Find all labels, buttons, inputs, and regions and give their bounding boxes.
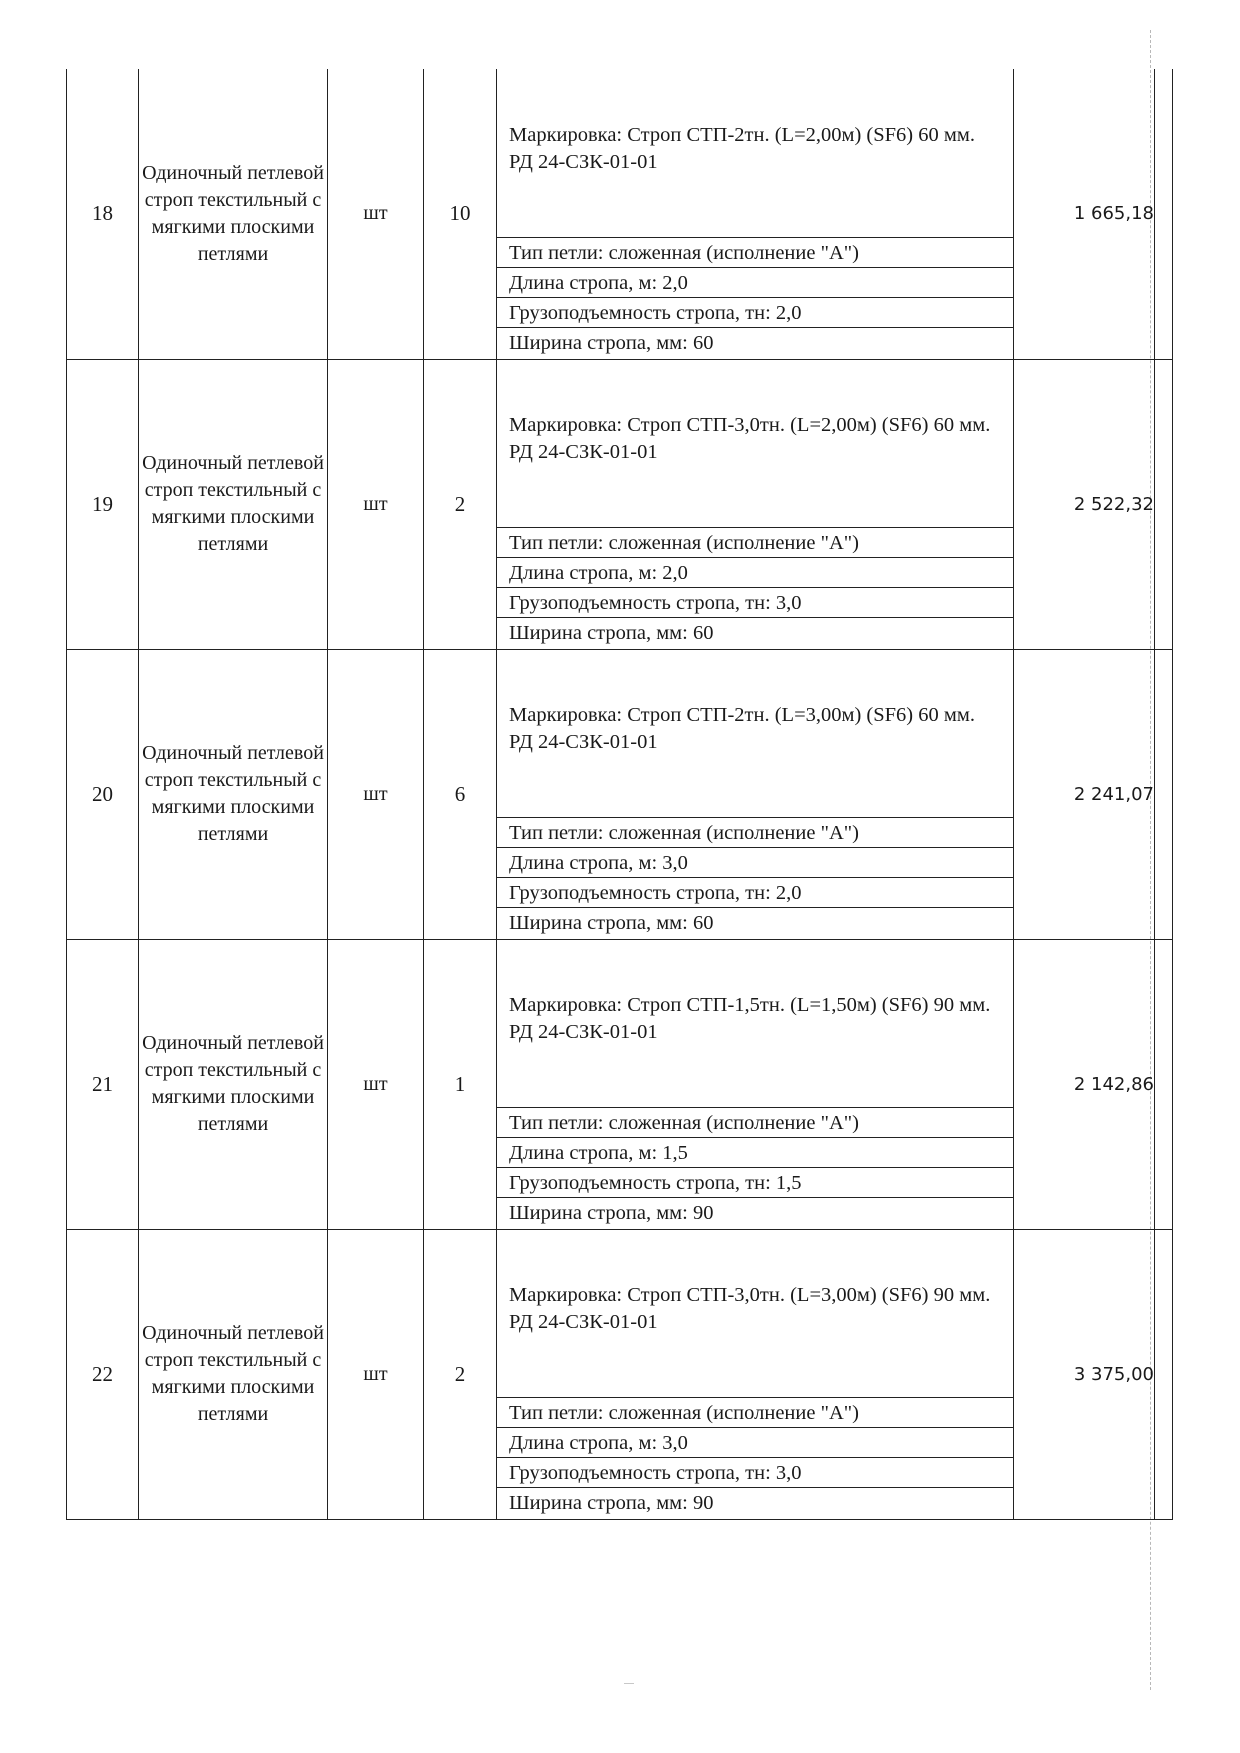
loop-type-text: Тип петли: сложенная (исполнение "А") <box>497 528 1013 558</box>
item-name: Одиночный петлевой строп текстильный с мягкими плоскими петлями <box>139 939 328 1229</box>
marking-text: Маркировка: Строп СТП-3,0тн. (L=3,00м) (SF6) 90 мм. РД 24-СЗК-01-01 <box>497 1230 1013 1398</box>
capacity-text: Грузоподъемность стропа, тн: 3,0 <box>497 588 1013 618</box>
unit-of-measure: шт <box>328 1229 424 1519</box>
specifications-cell <box>497 69 1014 359</box>
unit-of-measure: шт <box>328 939 424 1229</box>
extra-column <box>1155 649 1173 939</box>
width-text: Ширина стропа, мм: 60 <box>509 331 714 354</box>
table-row <box>67 1229 1173 1519</box>
specifications-cell <box>497 649 1014 939</box>
marking-text: Маркировка: Строп СТП-1,5тн. (L=1,50м) (SF6) 90 мм. РД 24-СЗК-01-01 <box>497 940 1013 1108</box>
table-row <box>67 649 1173 939</box>
specifications-block <box>497 1230 1013 1518</box>
quantity: 10 <box>424 69 497 359</box>
specifications-cell <box>497 939 1014 1229</box>
table-row <box>67 359 1173 649</box>
unit-price: 3 375,00 <box>1014 1229 1155 1519</box>
specification-table <box>66 69 1173 1520</box>
width-text: Ширина стропа, мм: 90 <box>509 1492 714 1514</box>
width-text: Ширина стропа, мм: 90 <box>509 1202 714 1224</box>
marking-text: Маркировка: Строп СТП-2тн. (L=3,00м) (SF6) 60 мм. РД 24-СЗК-01-01 <box>497 650 1013 818</box>
row-number: 20 <box>67 649 139 939</box>
marking-text: Маркировка: Строп СТП-2тн. (L=2,00м) (SF6) 60 мм. РД 24-СЗК-01-01 <box>497 70 1013 238</box>
table-body <box>67 69 1173 1519</box>
marking-text: Маркировка: Строп СТП-3,0тн. (L=2,00м) (SF6) 60 мм. РД 24-СЗК-01-01 <box>497 360 1013 528</box>
loop-type-text: Тип петли: сложенная (исполнение "А") <box>497 818 1013 848</box>
length-text: Длина стропа, м: 3,0 <box>497 848 1013 878</box>
unit-price: 2 142,86 <box>1014 939 1155 1229</box>
loop-type-text: Тип петли: сложенная (исполнение "А") <box>497 1108 1013 1138</box>
item-name: Одиночный петлевой строп текстильный с мягкими плоскими петлями <box>139 359 328 649</box>
table-row <box>67 939 1173 1229</box>
quantity: 2 <box>424 359 497 649</box>
item-name: Одиночный петлевой строп текстильный с мягкими плоскими петлями <box>139 649 328 939</box>
width-text: Ширина стропа, мм: 60 <box>509 622 714 644</box>
table-row <box>67 69 1173 359</box>
specifications-block <box>497 650 1013 938</box>
capacity-text: Грузоподъемность стропа, тн: 2,0 <box>497 298 1013 328</box>
unit-of-measure: шт <box>328 359 424 649</box>
length-text: Длина стропа, м: 2,0 <box>497 268 1013 298</box>
quantity: 6 <box>424 649 497 939</box>
specifications-cell <box>497 359 1014 649</box>
capacity-text: Грузоподъемность стропа, тн: 2,0 <box>497 878 1013 908</box>
specifications-block <box>497 360 1013 648</box>
quantity: 1 <box>424 939 497 1229</box>
capacity-text: Грузоподъемность стропа, тн: 1,5 <box>497 1168 1013 1198</box>
width-text: Ширина стропа, мм: 60 <box>509 912 714 934</box>
extra-column <box>1155 1229 1173 1519</box>
length-text: Длина стропа, м: 2,0 <box>497 558 1013 588</box>
extra-column <box>1155 359 1173 649</box>
unit-of-measure: шт <box>328 649 424 939</box>
unit-price: 2 241,07 <box>1014 649 1155 939</box>
row-number: 19 <box>67 359 139 649</box>
quantity: 2 <box>424 1229 497 1519</box>
item-name: Одиночный петлевой строп текстильный с мягкими плоскими петлями <box>139 69 328 359</box>
item-name: Одиночный петлевой строп текстильный с мягкими плоскими петлями <box>139 1229 328 1519</box>
row-number: 21 <box>67 939 139 1229</box>
length-text: Длина стропа, м: 3,0 <box>497 1428 1013 1458</box>
specifications-block <box>497 70 1013 358</box>
extra-column <box>1155 939 1173 1229</box>
length-text: Длина стропа, м: 1,5 <box>497 1138 1013 1168</box>
capacity-text: Грузоподъемность стропа, тн: 3,0 <box>497 1458 1013 1488</box>
unit-price: 1 665,18 <box>1014 69 1155 359</box>
specifications-block <box>497 940 1013 1228</box>
specifications-cell <box>497 1229 1014 1519</box>
extra-column <box>1155 69 1173 359</box>
row-number: 18 <box>67 69 139 359</box>
row-number: 22 <box>67 1229 139 1519</box>
loop-type-text: Тип петли: сложенная (исполнение "А") <box>497 1398 1013 1428</box>
scan-speck <box>624 1683 634 1684</box>
unit-of-measure: шт <box>328 69 424 359</box>
unit-price: 2 522,32 <box>1014 359 1155 649</box>
loop-type-text: Тип петли: сложенная (исполнение "А") <box>497 238 1013 268</box>
